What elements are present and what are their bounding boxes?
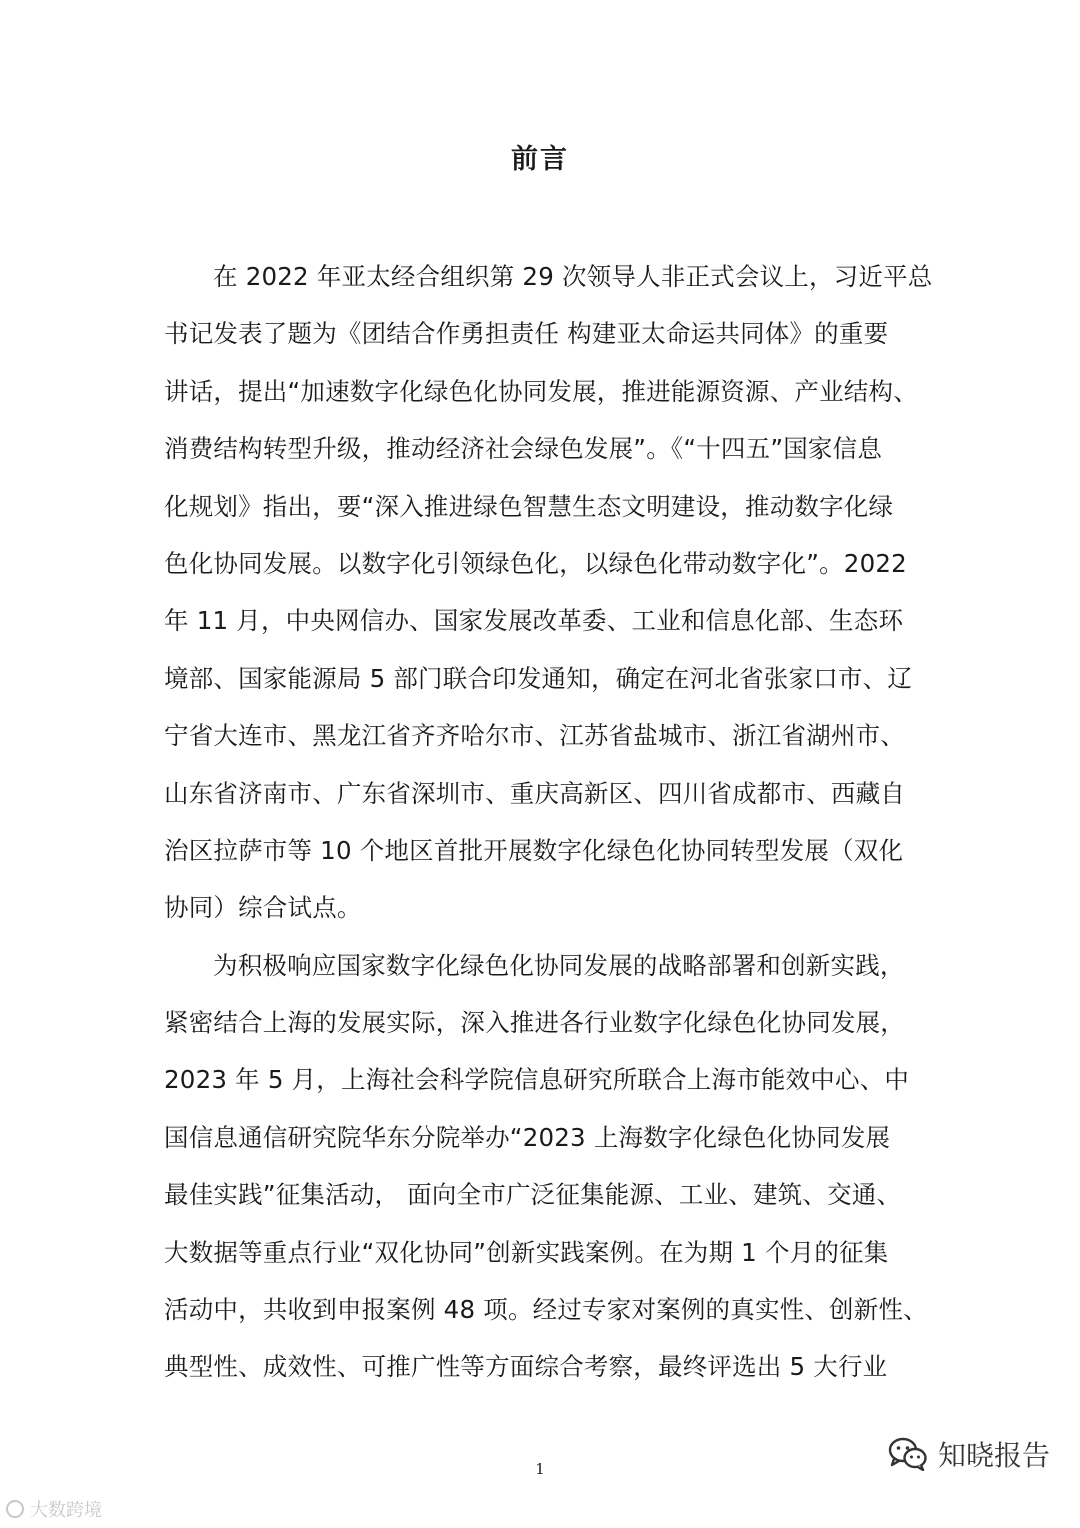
wechat-icon [888,1437,928,1471]
text-line: 书记发表了题为《团结合作勇担责任 构建亚太命运共同体》的重要 [164,319,889,349]
text-line: 为积极响应国家数字化绿色化协同发展的战略部署和创新实践， [213,950,905,980]
page-number: 1 [535,1460,545,1478]
text-line: 在 2022 年亚太经合组织第 29 次领导人非正式会议上，习近平总 [213,262,933,291]
text-line: 2023 年 5 月，上海社会科学院信息研究所联合上海市能效中心、中 [164,1065,910,1095]
text-line: 境部、国家能源局 5 部门联合印发通知，确定在河北省张家口市、辽 [164,663,913,693]
text-line: 山东省济南市、广东省深圳市、重庆高新区、四川省成都市、西藏自 [164,778,905,808]
text-line: 色化协同发展。以数字化引领绿色化，以绿色化带动数字化”。2022 [164,548,907,578]
text-line: 治区拉萨市等 10 个地区首批开展数字化绿色化协同转型发展（双化 [164,835,904,865]
page-title: 前言 [511,144,569,175]
watermark-left-text: 大数跨境 [30,1500,102,1521]
text-line: 化规划》指出，要“深入推进绿色智慧生态文明建设，推动数字化绿 [164,491,894,521]
text-line: 年 11 月，中央网信办、国家发展改革委、工业和信息化部、生态环 [164,606,904,636]
text-line: 典型性、成效性、可推广性等方面综合考察，最终评选出 5 大行业 [164,1352,888,1382]
text-line: 大数据等重点行业“双化协同”创新实践案例。在为期 1 个月的征集 [164,1237,889,1267]
text-line: 协同）综合试点。 [164,893,362,923]
watermark-right-text: 知晓报告 [937,1439,1050,1472]
text-line: 讲话，提出“加速数字化绿色化协同发展，推进能源资源、产业结构、 [164,376,918,406]
watermark-right [888,1432,1050,1476]
text-line: 最佳实践”征集活动， 面向全市广泛征集能源、工业、建筑、交通、 [164,1180,902,1210]
watermark-left [6,1496,102,1522]
text-line: 消费结构转型升级，推动经济社会绿色发展”。《“十四五”国家信息 [164,434,883,464]
text-line: 宁省大连市、黑龙江省齐齐哈尔市、江苏省盐城市、浙江省湖州市、 [164,721,905,751]
body-text [164,248,933,1396]
text-line: 活动中，共收到申报案例 48 项。经过专家对案例的真实性、创新性、 [164,1295,928,1325]
text-line: 国信息通信研究院华东分院举办“2023 上海数字化绿色化协同发展 [164,1122,891,1152]
logo-circle-icon [6,1500,24,1518]
text-line: 紧密结合上海的发展实际，深入推进各行业数字化绿色化协同发展， [164,1008,905,1038]
